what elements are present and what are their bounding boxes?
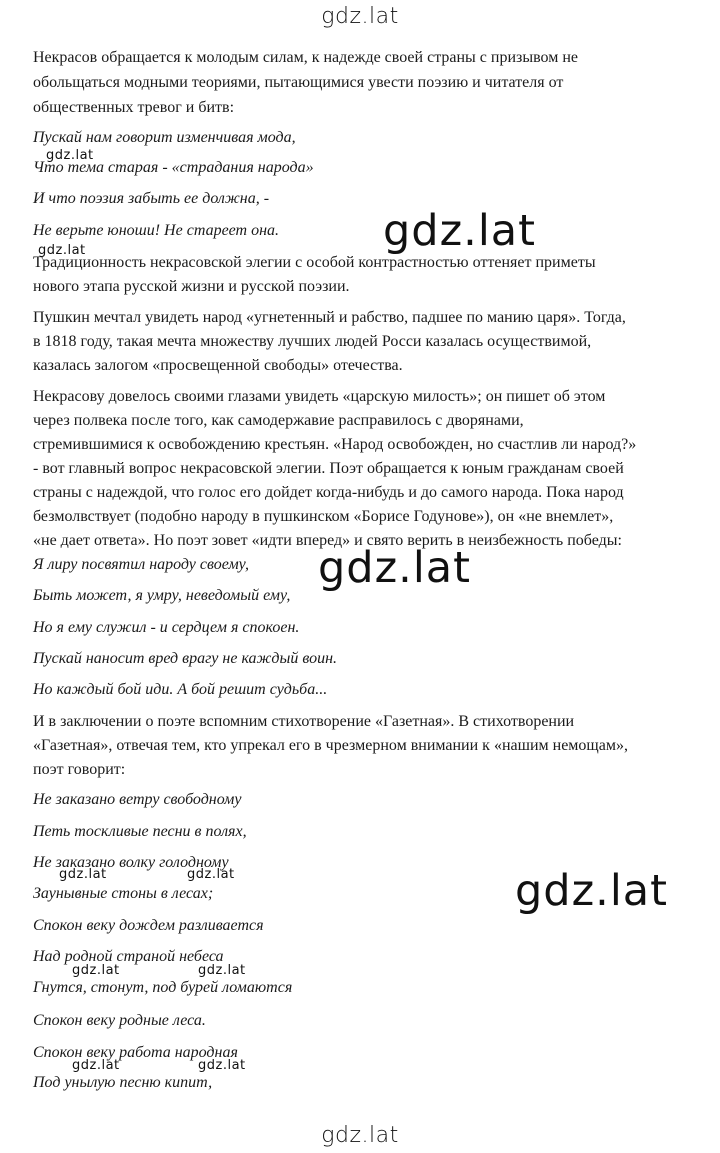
paragraph-line: стремившимися к освобождению крестьян. «Народ освобожден, но счастлив ли народ?»	[33, 436, 637, 453]
verse-line: И что поэзия забыть ее должна, -	[33, 190, 270, 207]
verse-line: Спокон веку родные леса.	[33, 1012, 206, 1029]
paragraph-line: Пушкин мечтал увидеть народ «угнетенный и рабство, падшее по манию царя». Тогда,	[33, 309, 626, 326]
watermark-small: gdz.lat	[72, 963, 120, 978]
watermark-small: gdz.lat	[59, 867, 107, 882]
verse-line: Над родной страной небеса	[33, 948, 224, 965]
watermark-bottom: gdz.lat	[321, 1123, 399, 1148]
verse-line: Заунывные стоны в лесах;	[33, 885, 214, 902]
watermark-small: gdz.lat	[38, 243, 86, 258]
verse-line: Пускай нам говорит изменчивая мода,	[33, 129, 296, 146]
paragraph-line: через полвека после того, как самодержавие расправилось с дворянами,	[33, 412, 524, 429]
watermark-top: gdz.lat	[321, 4, 399, 29]
paragraph-line: Некрасов обращается к молодым силам, к надежде своей страны с призывом не	[33, 49, 579, 66]
verse-line: Не заказано волку голодному	[33, 854, 229, 871]
verse-line: Под унылую песню кипит,	[33, 1074, 213, 1091]
watermark-small: gdz.lat	[198, 963, 246, 978]
verse-line: Быть может, я умру, неведомый ему,	[33, 587, 291, 604]
paragraph-line: поэт говорит:	[33, 761, 126, 778]
paragraph-line: «Газетная», отвечая тем, кто упрекал его в чрезмерном внимании к «нашим немощам»,	[33, 737, 628, 754]
watermark-large: gdz.lat	[515, 866, 668, 916]
paragraph-line: Традиционность некрасовской элегии с особой контрастностью оттеняет приметы	[33, 254, 596, 271]
paragraph-line: безмолвствует (подобно народу в пушкинском «Борисе Годунове»), он «не внемлет»,	[33, 508, 614, 525]
paragraph-line: Некрасову довелось своими глазами увидеть «царскую милость»; он пишет об этом	[33, 388, 606, 405]
paragraph-line: страны с надеждой, что голос его дойдет когда-нибудь и до самого народа. Пока народ	[33, 484, 624, 501]
verse-line: Пускай наносит вред врагу не каждый воин.	[33, 650, 338, 667]
paragraph-line: «не дает ответа». Но поэт зовет «идти вперед» и свято верить в неизбежность победы:	[33, 532, 622, 549]
verse-line: Но я ему служил - и сердцем я спокоен.	[33, 619, 300, 636]
verse-line: Спокон веку дождем разливается	[33, 917, 264, 934]
paragraph-line: казалась залогом «просвещенной свободы» отечества.	[33, 357, 403, 374]
paragraph-line: общественных тревог и битв:	[33, 99, 235, 116]
paragraph-line: - вот главный вопрос некрасовской элегии. Поэт обращается к юным гражданам своей	[33, 460, 624, 477]
verse-line: Спокон веку работа народная	[33, 1044, 238, 1061]
watermark-small: gdz.lat	[46, 148, 94, 163]
watermark-small: gdz.lat	[72, 1058, 120, 1073]
paragraph-line: обольщаться модными теориями, пытающимися увести поэзию и читателя от	[33, 74, 564, 91]
verse-line: Петь тоскливые песни в полях,	[33, 823, 247, 840]
verse-line: Я лиру посвятил народу своему,	[33, 556, 249, 573]
watermark-small: gdz.lat	[198, 1058, 246, 1073]
verse-line: Не верьте юноши! Не стареет она.	[33, 222, 280, 239]
verse-line: Но каждый бой иди. А бой решит судьба...	[33, 681, 328, 698]
verse-line: Что тема старая - «страдания народа»	[33, 159, 314, 176]
paragraph-line: в 1818 году, такая мечта множеству лучших людей Росси казалась осуществимой,	[33, 333, 592, 350]
paragraph-line: И в заключении о поэте вспомним стихотворение «Газетная». В стихотворении	[33, 713, 575, 730]
watermark-large: gdz.lat	[318, 543, 471, 593]
verse-line: Гнутся, стонут, под бурей ломаются	[33, 979, 293, 996]
verse-line: Не заказано ветру свободному	[33, 791, 242, 808]
watermark-large: gdz.lat	[383, 206, 536, 256]
paragraph-line: нового этапа русской жизни и русской поэзии.	[33, 278, 350, 295]
watermark-small: gdz.lat	[187, 867, 235, 882]
